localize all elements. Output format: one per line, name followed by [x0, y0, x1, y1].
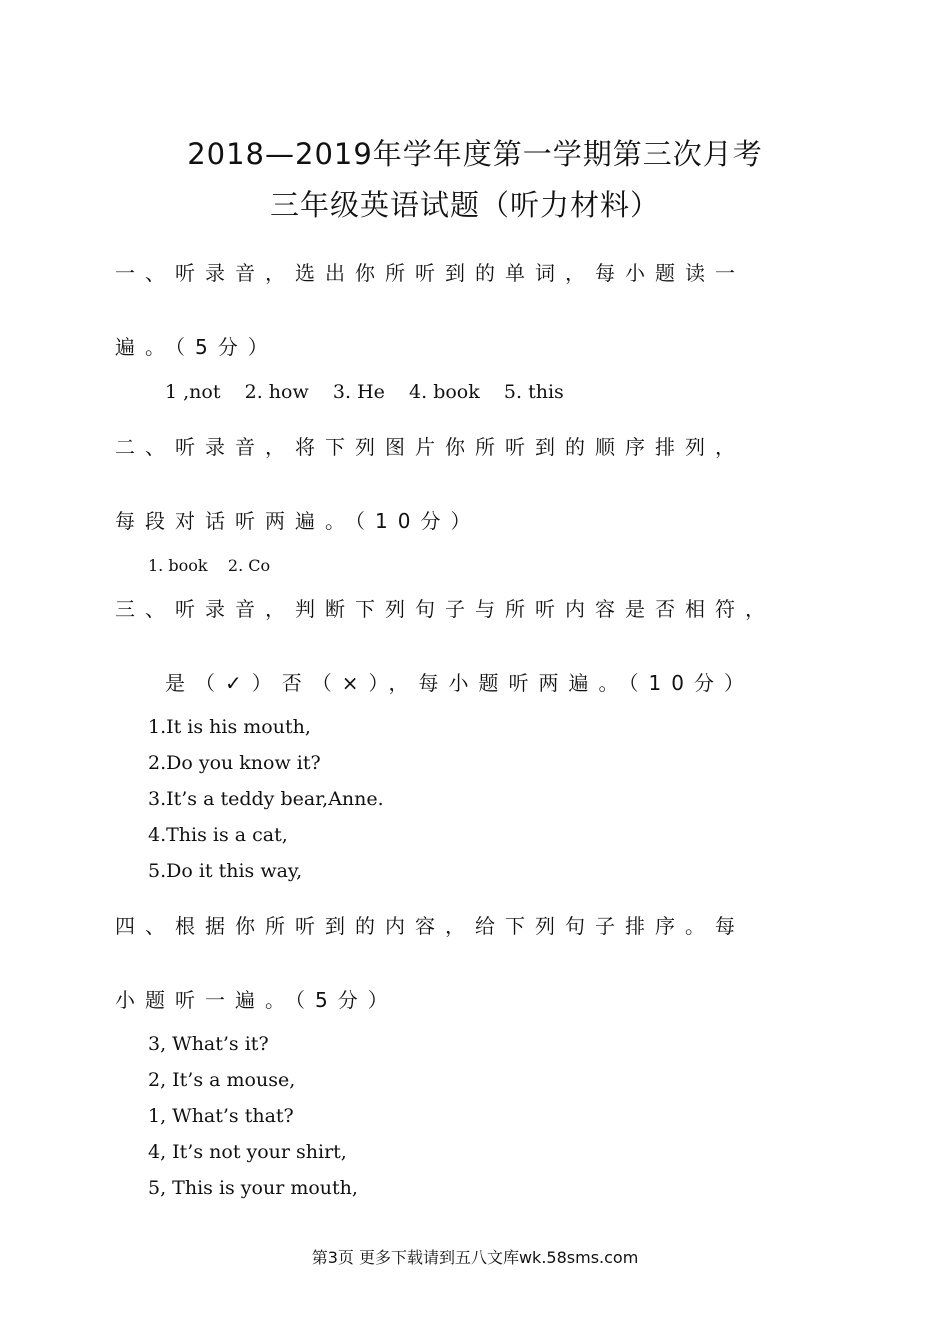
title-line-2: 三年级英语试题（听力材料）: [269, 188, 660, 222]
section-2-answers: 1. book 2. Co: [148, 556, 271, 575]
section-3-item: 3.It’s a teddy bear,Anne.: [148, 788, 384, 810]
section-3-item: 2.Do you know it?: [148, 752, 321, 774]
section-4-heading-line-1: 四、根据你所听到的内容，给下列句子排序。每: [115, 914, 745, 938]
title-line-1: 2018—2019年学年度第一学期第三次月考: [187, 137, 763, 171]
section-3-item: 1.It is his mouth,: [148, 716, 311, 738]
section-3-item: 5.Do it this way,: [148, 860, 303, 882]
section-4-item: 2, It’s a mouse,: [148, 1069, 296, 1091]
section-1-heading-line-1: 一、听录音，选出你所听到的单词，每小题读一: [115, 261, 745, 285]
section-4-item: 5, This is your mouth,: [148, 1177, 358, 1199]
page-footer: 第3页 更多下载请到五八文库wk.58sms.com: [311, 1248, 639, 1267]
section-4-heading-line-2: 小题听一遍。（5分）: [115, 988, 398, 1012]
section-1-heading-line-2: 遍。（5分）: [115, 335, 278, 359]
section-4-item: 3, What’s it?: [148, 1033, 269, 1055]
section-3-heading-line-2: 是（✓）否（×），每小题听两遍。（10分）: [165, 671, 754, 695]
section-1-answers: 1 ,not 2. how 3. He 4. book 5. this: [165, 381, 564, 403]
section-4-item: 4, It’s not your shirt,: [148, 1141, 347, 1163]
section-2-heading-line-2: 每段对话听两遍。（10分）: [115, 509, 481, 533]
section-3-item: 4.This is a cat,: [148, 824, 288, 846]
section-4-item: 1, What’s that?: [148, 1105, 294, 1127]
section-3-heading-line-1: 三、听录音，判断下列句子与所听内容是否相符，: [115, 597, 775, 621]
section-2-heading-line-1: 二、听录音，将下列图片你所听到的顺序排列，: [115, 435, 745, 459]
